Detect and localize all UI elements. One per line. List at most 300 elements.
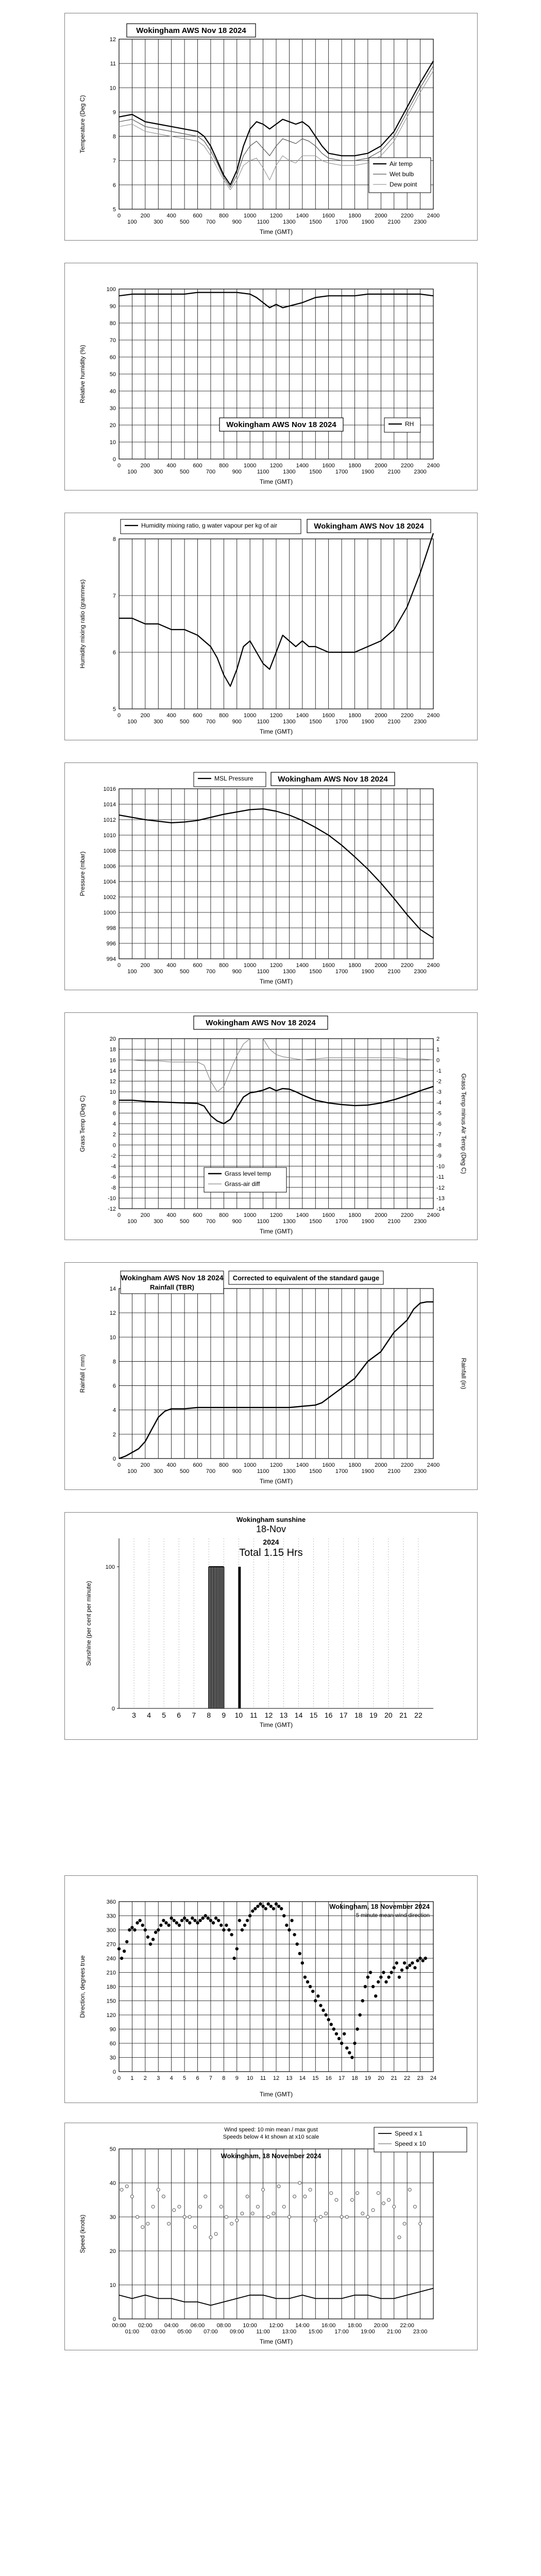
direction-point xyxy=(395,1961,398,1964)
x-tick-label: 2000 xyxy=(375,962,387,969)
x-tick-label: 0 xyxy=(117,1212,121,1218)
legend-label: Wet bulb xyxy=(390,171,414,178)
x-tick-label: 20:00 xyxy=(374,2323,388,2329)
y-tick-label: 0 xyxy=(112,1142,116,1149)
y-tick-label: 50 xyxy=(109,371,116,378)
chart-temperature xyxy=(65,13,477,240)
gust-point xyxy=(393,2205,396,2208)
x-tick-label: 1600 xyxy=(322,213,335,219)
y-tick-label: 2 xyxy=(112,1131,116,1138)
y-tick-label: 100 xyxy=(105,1564,115,1570)
y2-tick-label: -5 xyxy=(436,1110,442,1117)
x-tick-label: 3 xyxy=(157,2075,160,2081)
y-axis-label: Humidity mixing ratio (grammes) xyxy=(79,579,86,669)
chart-grass xyxy=(65,1013,477,1240)
gust-point xyxy=(345,2215,348,2218)
x-tick-label: 500 xyxy=(179,1218,190,1225)
direction-point xyxy=(164,1921,167,1924)
direction-point xyxy=(364,1985,367,1988)
x-tick-label: 12:00 xyxy=(269,2323,283,2329)
x-tick-label: 1200 xyxy=(269,1212,283,1218)
direction-point xyxy=(282,1914,285,1917)
chart-wind-direction-panel xyxy=(64,1875,478,2103)
direction-point xyxy=(379,1975,382,1978)
gust-point xyxy=(356,2192,359,2195)
x-tick-label: 8 xyxy=(222,2075,226,2081)
direction-point xyxy=(222,1928,225,1931)
x-tick-label: 0 xyxy=(117,463,121,469)
y-tick-label: 330 xyxy=(106,1913,116,1920)
x-tick-label: 12 xyxy=(273,2075,280,2081)
legend-label: Humidity mixing ratio, g water vapour per kg of air xyxy=(141,522,278,529)
x-tick-label: 1000 xyxy=(243,463,257,469)
x-tick-label: 1400 xyxy=(296,1462,309,1468)
gust-point xyxy=(151,2205,155,2208)
chart-title: Wokingham AWS Nov 18 2024 xyxy=(278,775,388,784)
x-tick-label: 1000 xyxy=(243,962,257,969)
x-tick-label: 900 xyxy=(232,969,242,975)
gust-point xyxy=(408,2188,411,2191)
direction-point xyxy=(120,1957,123,1960)
x-tick-label: 1700 xyxy=(335,219,348,225)
x-tick-label: 1500 xyxy=(309,1468,322,1475)
x-tick-label: 1400 xyxy=(296,463,309,469)
y-tick-label: -6 xyxy=(111,1174,116,1181)
direction-point xyxy=(212,1921,215,1924)
chart-rainfall xyxy=(65,1263,477,1489)
y-tick-label: 0 xyxy=(112,1456,116,1462)
direction-point xyxy=(301,1961,304,1964)
direction-point xyxy=(324,2013,327,2016)
direction-point xyxy=(330,2023,333,2026)
direction-point xyxy=(238,1919,241,1922)
x-tick-label: 1900 xyxy=(361,719,375,725)
gust-point xyxy=(141,2226,144,2229)
y-tick-label: 10 xyxy=(109,1089,116,1096)
direction-point xyxy=(267,1902,270,1905)
direction-point xyxy=(183,1917,186,1920)
gust-point xyxy=(272,2212,275,2215)
y2-tick-label: -14 xyxy=(436,1206,445,1212)
x-tick-label: 700 xyxy=(206,1468,216,1475)
x-tick-label: 1300 xyxy=(283,469,296,475)
chart-title: Wokingham AWS Nov 18 2024 xyxy=(136,26,246,35)
y-tick-label: 6 xyxy=(112,650,116,656)
y-tick-label: 30 xyxy=(109,2214,116,2221)
x-tick-label: 100 xyxy=(127,969,137,975)
x-tick-label: 2200 xyxy=(400,962,414,969)
direction-point xyxy=(371,1985,375,1988)
direction-point xyxy=(251,1909,254,1912)
gust-point xyxy=(267,2215,270,2218)
direction-point xyxy=(146,1936,149,1939)
x-tick-label: 2000 xyxy=(375,1462,387,1468)
y-tick-label: 1004 xyxy=(103,879,116,885)
direction-point xyxy=(123,1950,126,1953)
x-tick-label: 900 xyxy=(232,719,242,725)
x-tick-label: 1700 xyxy=(335,719,348,725)
direction-point xyxy=(261,1905,264,1908)
direction-point xyxy=(403,1961,406,1964)
gust-point xyxy=(330,2192,333,2195)
y-tick-label: 120 xyxy=(106,2012,116,2019)
x-tick-label: 1600 xyxy=(322,463,335,469)
x-tick-label: 17 xyxy=(338,2075,345,2081)
y-tick-label: 1010 xyxy=(103,833,116,839)
y-axis-label: Speed (knots) xyxy=(79,2214,86,2253)
x-tick-label: 08:00 xyxy=(216,2323,231,2329)
gust-point xyxy=(288,2215,291,2218)
x-axis-label: Time (GMT) xyxy=(259,478,293,485)
direction-point xyxy=(138,1919,141,1922)
y-tick-label: 1000 xyxy=(103,910,116,916)
x-tick-label: 900 xyxy=(232,219,242,225)
direction-point xyxy=(353,2042,356,2045)
gust-point xyxy=(214,2232,217,2235)
x-tick-label: 1300 xyxy=(283,1468,296,1475)
direction-point xyxy=(421,1959,424,1962)
gust-point xyxy=(199,2205,202,2208)
x-tick-label: 14:00 xyxy=(295,2323,310,2329)
x-tick-label: 900 xyxy=(232,1468,242,1475)
direction-point xyxy=(219,1924,223,1927)
x-tick-label: 07:00 xyxy=(204,2329,218,2335)
y2-tick-label: -6 xyxy=(436,1121,442,1127)
y-tick-label: 5 xyxy=(112,207,116,213)
chart-mixing-ratio-panel xyxy=(64,513,478,740)
y2-tick-label: 1 xyxy=(436,1046,440,1053)
x-tick-label: 1500 xyxy=(309,969,322,975)
chart-year: 2024 xyxy=(263,1538,279,1546)
gust-point xyxy=(256,2205,259,2208)
y2-tick-label: -12 xyxy=(436,1184,445,1191)
y-tick-label: 1006 xyxy=(103,863,116,870)
y-tick-label: 150 xyxy=(106,1998,116,2005)
gust-point xyxy=(209,2236,212,2239)
gust-point xyxy=(251,2212,254,2215)
x-tick-label: 2400 xyxy=(427,463,440,469)
x-tick-label: 1500 xyxy=(309,469,322,475)
direction-point xyxy=(377,1980,380,1984)
y-tick-label: 240 xyxy=(106,1956,116,1962)
x-tick-label: 300 xyxy=(154,969,163,975)
y2-tick-label: -4 xyxy=(436,1099,442,1106)
y-tick-label: 12 xyxy=(109,1310,116,1317)
direction-point xyxy=(295,1942,298,1945)
x-tick-label: 10 xyxy=(234,1711,243,1719)
direction-point xyxy=(298,1952,301,1955)
x-tick-label: 2200 xyxy=(400,463,414,469)
x-tick-label: 04:00 xyxy=(164,2323,179,2329)
direction-point xyxy=(235,1947,239,1950)
direction-point xyxy=(225,1924,228,1927)
y-tick-label: 16 xyxy=(109,1057,116,1064)
direction-point xyxy=(405,1966,409,1969)
gust-point xyxy=(325,2212,328,2215)
x-tick-label: 18 xyxy=(354,1711,363,1719)
x-tick-label: 1600 xyxy=(322,1212,335,1218)
direction-point xyxy=(277,1905,280,1908)
y-tick-label: 6 xyxy=(112,1110,116,1117)
chart-temperature-panel xyxy=(64,13,478,241)
x-tick-label: 15:00 xyxy=(308,2329,323,2335)
y-tick-label: -8 xyxy=(111,1184,116,1191)
chart-mixing-ratio xyxy=(65,513,477,740)
direction-point xyxy=(185,1919,189,1922)
x-tick-label: 200 xyxy=(140,1462,150,1468)
x-tick-label: 800 xyxy=(219,1212,229,1218)
chart-title: Wokingham AWS Nov 18 2024 xyxy=(206,1019,316,1027)
direction-point xyxy=(264,1907,267,1910)
x-axis-label: Time (GMT) xyxy=(259,228,293,235)
x-tick-label: 700 xyxy=(206,469,216,475)
x-axis-label: Time (GMT) xyxy=(259,1478,293,1485)
direction-point xyxy=(340,2042,343,2045)
gust-point xyxy=(282,2205,285,2208)
y2-tick-label: -8 xyxy=(436,1142,442,1149)
x-tick-label: 2300 xyxy=(414,1218,427,1225)
x-tick-label: 2200 xyxy=(400,213,414,219)
chart-humidity xyxy=(65,263,477,490)
direction-point xyxy=(243,1924,246,1927)
gust-point xyxy=(419,2222,422,2225)
chart-title: Wokingham AWS Nov 18 2024 xyxy=(314,522,424,531)
direction-point xyxy=(175,1921,178,1924)
direction-point xyxy=(382,1971,385,1974)
direction-point xyxy=(167,1924,170,1927)
x-tick-label: 0 xyxy=(117,713,121,719)
gust-point xyxy=(188,2215,191,2218)
x-tick-label: 500 xyxy=(179,969,190,975)
gust-point xyxy=(361,2212,364,2215)
x-tick-label: 1800 xyxy=(348,713,361,719)
x-tick-label: 21 xyxy=(391,2075,397,2081)
direction-point xyxy=(269,1905,273,1908)
x-tick-label: 18 xyxy=(351,2075,358,2081)
x-tick-label: 4 xyxy=(147,1711,151,1719)
x-tick-label: 03:00 xyxy=(151,2329,166,2335)
y2-axis-label: Rainfall (in) xyxy=(460,1358,467,1389)
direction-point xyxy=(306,1980,309,1984)
y-tick-label: 0 xyxy=(112,2316,116,2323)
x-tick-label: 200 xyxy=(140,962,150,969)
x-axis-label: Time (GMT) xyxy=(259,2091,293,2098)
x-tick-label: 13 xyxy=(286,2075,293,2081)
x-tick-label: 3 xyxy=(132,1711,136,1719)
x-tick-label: 20 xyxy=(384,1711,393,1719)
x-tick-label: 800 xyxy=(219,213,229,219)
direction-point xyxy=(144,1928,147,1931)
gust-point xyxy=(366,2215,369,2218)
y2-tick-label: 2 xyxy=(436,1036,440,1042)
y-tick-label: 10 xyxy=(109,85,116,92)
direction-point xyxy=(316,1994,319,1997)
x-tick-label: 100 xyxy=(127,1218,137,1225)
y-tick-label: 9 xyxy=(112,109,116,116)
legend-label: Grass level temp xyxy=(225,1170,272,1177)
x-tick-label: 21:00 xyxy=(386,2329,401,2335)
chart-grass-panel xyxy=(64,1012,478,1240)
x-tick-label: 2100 xyxy=(387,1468,400,1475)
y-tick-label: 1014 xyxy=(103,802,116,808)
x-tick-label: 1400 xyxy=(296,213,309,219)
gust-point xyxy=(309,2188,312,2191)
direction-point xyxy=(151,1938,155,1941)
x-tick-label: 2300 xyxy=(414,719,427,725)
y-tick-label: 7 xyxy=(112,158,116,164)
x-tick-label: 16 xyxy=(324,1711,333,1719)
gust-point xyxy=(219,2205,223,2208)
legend-label: Speed x 10 xyxy=(395,2140,426,2147)
x-tick-label: 200 xyxy=(140,463,150,469)
x-tick-label: 1500 xyxy=(309,719,322,725)
x-axis-label: Time (GMT) xyxy=(259,728,293,735)
x-tick-label: 6 xyxy=(196,2075,199,2081)
x-tick-label: 11 xyxy=(260,2075,266,2081)
x-tick-label: 06:00 xyxy=(190,2323,205,2329)
x-tick-label: 17 xyxy=(339,1711,348,1719)
x-tick-label: 1300 xyxy=(283,969,296,975)
gust-point xyxy=(246,2195,249,2198)
direction-point xyxy=(209,1919,212,1922)
chart-subtitle-1: Wind speed: 10 min mean / max gust xyxy=(224,2127,318,2133)
direction-point xyxy=(309,1985,312,1988)
direction-point xyxy=(384,1980,387,1984)
y-axis-label: Direction, degrees true xyxy=(79,1955,86,2018)
x-tick-label: 1100 xyxy=(257,1218,269,1225)
direction-point xyxy=(198,1919,201,1922)
chart-wind-speed xyxy=(65,2123,477,2350)
x-tick-label: 1400 xyxy=(296,1212,309,1218)
x-tick-label: 2200 xyxy=(400,1212,414,1218)
x-tick-label: 2100 xyxy=(387,219,400,225)
x-tick-label: 21 xyxy=(399,1711,408,1719)
gust-point xyxy=(398,2236,401,2239)
gust-point xyxy=(204,2195,207,2198)
x-tick-label: 2400 xyxy=(427,1212,440,1218)
x-tick-label: 11 xyxy=(250,1711,258,1719)
y-tick-label: -12 xyxy=(108,1206,116,1212)
direction-point xyxy=(180,1919,183,1922)
x-tick-label: 600 xyxy=(193,463,202,469)
x-tick-label: 1500 xyxy=(309,219,322,225)
x-tick-label: 15 xyxy=(309,1711,318,1719)
direction-point xyxy=(343,2032,346,2035)
x-tick-label: 00:00 xyxy=(112,2323,126,2329)
chart-subtitle: 5 minute mean wind direction xyxy=(356,1912,430,1919)
chart-wind-direction xyxy=(65,1876,477,2103)
direction-point xyxy=(398,1975,401,1978)
x-tick-label: 13 xyxy=(279,1711,288,1719)
gust-point xyxy=(277,2185,280,2188)
x-tick-label: 800 xyxy=(219,713,229,719)
x-tick-label: 1400 xyxy=(296,962,309,969)
y2-tick-label: -1 xyxy=(436,1067,442,1074)
x-tick-label: 2100 xyxy=(387,969,400,975)
direction-point xyxy=(393,1966,396,1969)
x-tick-label: 1000 xyxy=(243,713,257,719)
x-tick-label: 1600 xyxy=(322,962,335,969)
y-tick-label: 0 xyxy=(112,456,116,463)
y-tick-label: 1008 xyxy=(103,848,116,854)
x-tick-label: 900 xyxy=(232,1218,242,1225)
y-tick-label: 6 xyxy=(112,1383,116,1389)
x-tick-label: 19 xyxy=(369,1711,378,1719)
direction-point xyxy=(319,2004,322,2007)
x-tick-label: 400 xyxy=(166,962,176,969)
direction-point xyxy=(366,1975,369,1978)
y-axis-label: Sunshine (per cent per minute) xyxy=(85,1581,92,1666)
direction-point xyxy=(350,2056,353,2059)
gust-point xyxy=(241,2212,244,2215)
gust-point xyxy=(262,2188,265,2191)
x-tick-label: 1900 xyxy=(361,469,375,475)
y2-tick-label: 0 xyxy=(436,1057,440,1064)
chart-total: Total 1.15 Hrs xyxy=(239,1547,303,1558)
y-tick-label: 1002 xyxy=(103,894,116,901)
x-tick-label: 2100 xyxy=(387,719,400,725)
gust-point xyxy=(382,2202,385,2205)
y-tick-label: 10 xyxy=(109,1334,116,1341)
y-tick-label: 18 xyxy=(109,1046,116,1053)
y-tick-label: 50 xyxy=(109,2146,116,2153)
gust-point xyxy=(403,2222,406,2225)
x-tick-label: 10 xyxy=(247,2075,253,2081)
x-tick-label: 8 xyxy=(207,1711,211,1719)
gust-point xyxy=(314,2219,317,2222)
x-tick-label: 2 xyxy=(143,2075,147,2081)
y-tick-label: 10 xyxy=(109,2282,116,2289)
x-tick-label: 9 xyxy=(235,2075,239,2081)
x-tick-label: 18:00 xyxy=(347,2323,362,2329)
direction-point xyxy=(411,1961,414,1964)
y-tick-label: 1016 xyxy=(103,786,116,792)
legend-box xyxy=(384,418,420,432)
x-tick-label: 2300 xyxy=(414,1468,427,1475)
x-tick-label: 1100 xyxy=(257,469,269,475)
chart-pressure xyxy=(65,763,477,990)
x-tick-label: 0 xyxy=(117,962,121,969)
gust-point xyxy=(387,2198,391,2201)
direction-point xyxy=(232,1957,235,1960)
chart-subtitle: Rainfall (TBR) xyxy=(150,1283,194,1291)
chart-title: Wokingham AWS Nov 18 2024 xyxy=(121,1274,224,1282)
direction-point xyxy=(259,1902,262,1905)
direction-point xyxy=(191,1917,194,1920)
direction-point xyxy=(159,1924,162,1927)
x-tick-label: 400 xyxy=(166,213,176,219)
chart-humidity-panel xyxy=(64,263,478,490)
direction-point xyxy=(193,1919,196,1922)
y-tick-label: 5 xyxy=(112,706,116,713)
x-tick-label: 24 xyxy=(430,2075,437,2081)
x-tick-label: 2300 xyxy=(414,969,427,975)
direction-point xyxy=(390,1971,393,1974)
x-tick-label: 19:00 xyxy=(361,2329,375,2335)
x-tick-label: 1900 xyxy=(361,969,375,975)
y-tick-label: 270 xyxy=(106,1941,116,1948)
direction-point xyxy=(356,2027,359,2030)
direction-point xyxy=(201,1917,204,1920)
x-tick-label: 500 xyxy=(179,719,190,725)
x-tick-label: 0 xyxy=(117,1462,121,1468)
x-tick-label: 1200 xyxy=(269,713,283,719)
x-tick-label: 10:00 xyxy=(243,2323,257,2329)
chart-title: Wokingham, 18 November 2024 xyxy=(329,1903,430,1910)
x-tick-label: 14 xyxy=(294,1711,303,1719)
direction-point xyxy=(337,2037,341,2040)
x-tick-label: 15 xyxy=(312,2075,319,2081)
